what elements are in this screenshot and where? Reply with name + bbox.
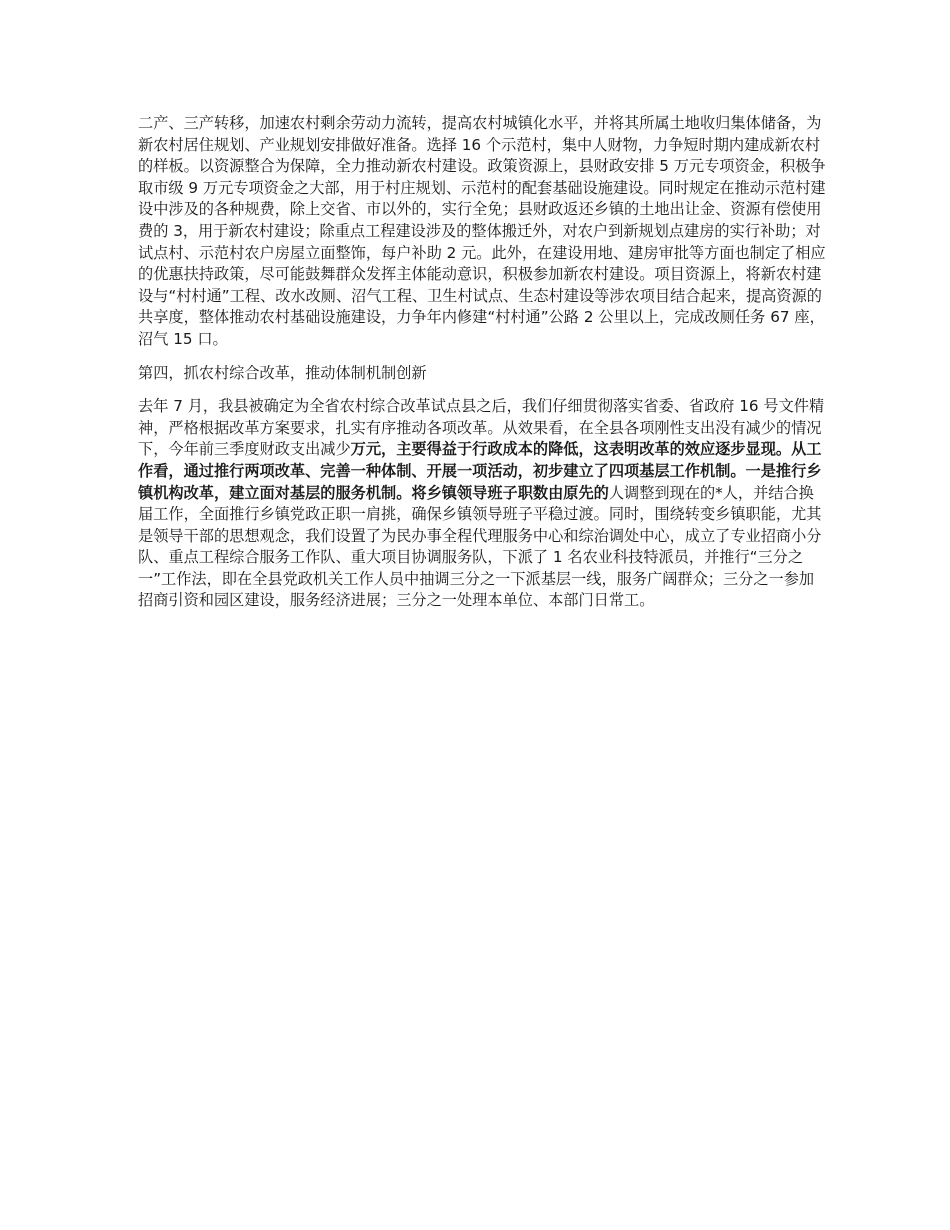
paragraph-new-village-construction: 二产、三产转移，加速农村剩余劳动力流转，提高农村城镇化水平，并将其所属土地收归集体储备，为新农村居住规划、产业规划安排做好准备。选择 16 个示范村，集中人财物，力争短时期内建成新农村的样板。以资源整合为保障，全力推动新农村建设。政策资源上，县财政安排 5 万元专项资金，积极争取市级 9 万元专项资金之大部，用于村庄规划、示范村的配套基础设施建设。同时规定在推动示范村建设中涉及的各种规费，除上交省、市以外的，实行全免；县财政返还乡镇的土地出让金、资源有偿使用费的 3，用于新农村建设；除重点工程建设涉及的整体搬迁外，对农户到新规划点建房的实行补助；对试点村、示范村农户房屋立面整饰，每户补助 2 元。此外，在建设用地、建房审批等方面也制定了相应的优惠扶持政策，尽可能鼓舞群众发挥主体能动意识，积极参加新农村建设。项目资源上，将新农村建设与“村村通”工程、改水改厕、沼气工程、卫生村试点、生态村建设等涉农项目结合起来，提高资源的共享度，整体推动农村基础设施建设，力争年内修建“村村通”公路 2 公里以上，完成改厕任务 67 座，沼气 15 口。 [138,114,826,348]
paragraph-text-plain-end: 人调整到现在的*人，并结合换届工作，全面推行乡镇党政正职一肩挑，确保乡镇领导班子平稳过渡。同时，围绕转变乡镇职能，尤其是领导干部的思想观念，我们设置了为民办事全程代理服务中心和综治调处中心，成立了专业招商小分队、重点工程综合服务工作队、重大项目协调服务队，下派了 1 名农业科技特派员，并推行“三分之一”工作法，即在全县党政机关工作人员中抽调三分之一下派基层一线，服务广阔群众；三分之一参加招商引资和园区建设，服务经济进展；三分之一处理本单位、本部门日常工。 [138,483,822,610]
section-heading-rural-reform: 第四，抓农村综合改革，推动体制机制创新 [138,363,427,382]
document-body [138,113,828,624]
paragraph-text-plain-start: 去年 7 月，我县被确定为全省农村综合改革试点县之后，我们仔细贯彻落实省委、省政府 16 号文件精神，严格根据改革方案要求，扎实有序推动各项改革。从效果看，在全县各项刚性支出没有减少的情况下，今年前三季度财政支出减少 [138,397,825,459]
paragraph-text-bold: 万元，主要得益于行政成本的降低，这表明改革的效应逐步显现。从工作看，通过推行两项改革、完善一种体制、开展一项活动，初步建立了四项基层工作机制。一是推行乡镇机构改革，建立面对基层的服务机制。将乡镇领导班子职数由原先的 [138,440,822,502]
paragraph-rural-reform [138,396,828,612]
